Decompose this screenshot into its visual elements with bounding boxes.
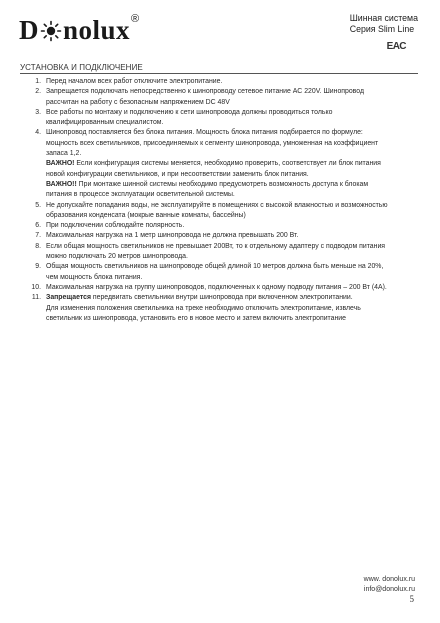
- item-line: Максимальная нагрузка на группу шинопроводов, подключенных к одному подводу питания – 200 Вт (4А).: [46, 283, 387, 291]
- sun-logo-icon: [40, 20, 62, 42]
- item-line-text: передвигать светильники внутри шинопровода при включенном электропитании.: [90, 294, 353, 302]
- item-line: Перед началом всех работ отключите электропитание.: [46, 78, 223, 85]
- item-text: [46, 262, 416, 283]
- item-line: Не допускайте попадания воды, не эксплуатируйте в помещениях с высокой влажностью и возможностью: [46, 201, 388, 209]
- important-label: ВАЖНО!: [46, 160, 75, 168]
- item-text: [46, 77, 416, 87]
- item-number: 5.: [35, 201, 41, 209]
- list-item: [20, 128, 416, 200]
- section-title: УСТАНОВКА И ПОДКЛЮЧЕНИЕ: [20, 63, 143, 72]
- item-line: образования конденсата (мокрые ванные комнаты, бассейны): [46, 211, 246, 219]
- item-line: Если общая мощность светильников не превышает 200Вт, то к отдельному адаптеру с подводом питания: [46, 242, 386, 250]
- page-number: 5: [409, 594, 414, 604]
- item-text: [46, 87, 416, 108]
- item-number: 3.: [35, 108, 41, 116]
- item-note: [46, 159, 416, 169]
- item-line: Максимальная нагрузка на 1 метр шинопровода не должна превышать 200 Вт.: [46, 232, 299, 240]
- item-number: 2.: [35, 88, 41, 96]
- item-number: 8.: [35, 242, 41, 250]
- series-info: [350, 13, 418, 35]
- item-text: [46, 128, 416, 200]
- item-line: светильник из шинопровода, установить его в новое место и затем включить электропитание: [46, 314, 346, 322]
- item-line: Все работы по монтажу и подключению к сети шинопровода должны проводиться только: [46, 108, 333, 116]
- eac-certification-mark: ЕАС: [386, 41, 406, 52]
- list-item: [20, 262, 416, 283]
- item-emphasis: Запрещается: [46, 294, 91, 302]
- item-text: [46, 221, 416, 231]
- footer-contacts: [364, 575, 415, 594]
- list-item: [20, 201, 416, 222]
- item-number: 7.: [35, 232, 41, 240]
- item-note: [46, 180, 416, 190]
- system-name: Шинная система: [349, 13, 418, 23]
- footer-email: info@donolux.ru: [363, 585, 415, 593]
- note-text: Если конфигурация системы меняется, необходимо проверить, соответствует ли блок питания: [74, 160, 381, 168]
- item-line: запаса 1,2.: [46, 150, 82, 158]
- item-line: Общая мощность светильников на шинопроводе общей длиной 10 метров должна быть меньше на 20%,: [46, 263, 384, 271]
- item-number: 4.: [35, 129, 41, 137]
- registered-mark: ®: [131, 13, 140, 25]
- list-item: [20, 221, 416, 231]
- item-line: можно подключать 20 метров шинопровода.: [46, 253, 188, 261]
- important-label: ВАЖНО!!: [46, 180, 77, 188]
- item-line: [46, 293, 416, 303]
- series-name: Серия Slim Line: [349, 24, 415, 34]
- list-item: [20, 108, 416, 129]
- item-text: [46, 231, 416, 241]
- note-line: питания в процессе эксплуатации осветительной системы.: [46, 191, 235, 199]
- item-line: чем мощность блока питания.: [46, 273, 143, 281]
- note-text: При монтаже шинной системы необходимо предусмотреть возможность доступа к блокам: [76, 180, 369, 188]
- item-number: 6.: [35, 222, 41, 230]
- note-line: новой конфигурации светильников, и при несоответствии заменить блок питания.: [46, 170, 309, 178]
- list-item: [20, 283, 416, 293]
- brand-logo: [19, 15, 140, 45]
- section-divider: [20, 73, 418, 74]
- item-number: 10.: [31, 283, 41, 291]
- item-text: [46, 283, 416, 293]
- list-item: [20, 77, 416, 87]
- instruction-list: [20, 77, 416, 324]
- item-line: мощность всех светильников, присоединяемых к сегменту шинопровода, умноженная на коэффициент: [46, 139, 379, 147]
- item-line: Для изменения положения светильника на треке необходимо отключить электропитание, извлечь: [46, 304, 361, 312]
- list-item: [20, 231, 416, 241]
- item-number: 9.: [35, 263, 41, 271]
- item-line: Запрещается подключать непосредственно к шинопроводу сетевое питание AC 220V. Шинопровод: [46, 88, 364, 96]
- item-line: Шинопровод поставляется без блока питания. Мощность блока питания подбирается по формуле:: [46, 129, 363, 137]
- list-item: [20, 87, 416, 108]
- item-number: 1.: [35, 78, 41, 85]
- logo-letter-d: D: [19, 15, 39, 45]
- item-text: [46, 242, 416, 263]
- item-line: квалифицированным специалистом.: [46, 119, 164, 127]
- list-item: [20, 293, 416, 324]
- item-text: [46, 293, 416, 324]
- item-text: [46, 201, 416, 222]
- list-item: [20, 242, 416, 263]
- item-line: При подключении соблюдайте полярность.: [46, 222, 185, 230]
- item-number: 11.: [31, 294, 41, 302]
- item-text: [46, 108, 416, 129]
- logo-text: nolux: [63, 15, 131, 45]
- item-line: рассчитан на работу с безопасным напряжением DC 48V: [46, 98, 230, 106]
- footer-website: www. donolux.ru: [363, 576, 415, 583]
